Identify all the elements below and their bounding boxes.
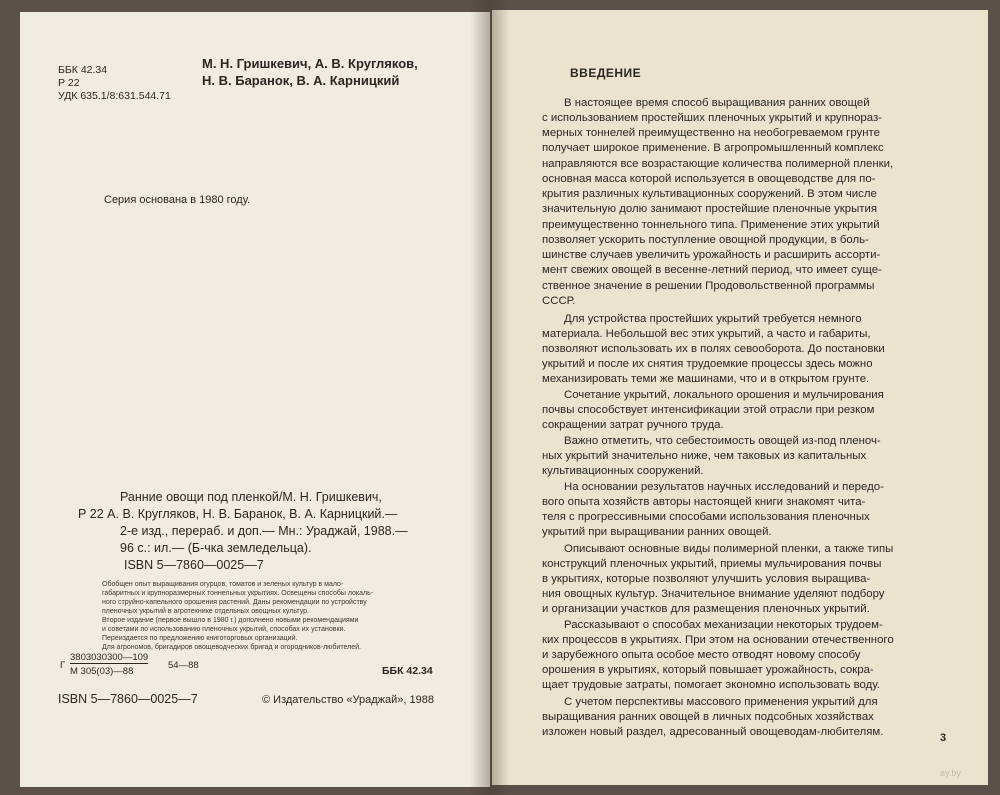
text-line-36: ких процессов в укрытиях. При этом на основании отечественного <box>542 634 894 646</box>
text-line-13: ственное значение в решении Продовольственной программы <box>542 280 875 292</box>
isbn-bottom: ISBN 5—7860—0025—7 <box>58 692 198 706</box>
text-line-14: СССР. <box>542 295 576 307</box>
text-line-28: теля с прогрессивными способами использования пленочных <box>542 511 870 523</box>
text-line-37: и зарубежного опыта особое место отводят новому способу <box>542 649 861 661</box>
annotation-line-3: ного струйно-капельного орошения растений. Даны рекомендации по устройству <box>102 599 367 606</box>
text-line-29: укрытий при выращивании ранних овощей. <box>542 526 772 538</box>
text-line-19: механизировать теми же машинами, что и в открытом грунте. <box>542 373 870 385</box>
bbk-code: ББК 42.34 <box>58 64 108 76</box>
text-line-21: почвы способствует интенсификации этой отрасли при резком <box>542 404 875 416</box>
text-line-3: мерных тоннелей преимущественно на необогреваемом грунте <box>542 127 880 139</box>
text-line-18: укрытий и после их снятия трудоемкие процессы здесь можно <box>542 358 873 370</box>
text-line-15: Для устройства простейших укрытий требуется немного <box>564 313 862 325</box>
annotation-line-2: габаритных и крупноразмерных тоннельных укрытиях. Освещены способы локаль- <box>102 590 374 597</box>
right-page <box>492 10 988 785</box>
text-line-1: В настоящее время способ выращивания ранних овощей <box>564 97 870 109</box>
biblio-isbn: ISBN 5—7860—0025—7 <box>124 558 264 572</box>
annotation-line-8: Для агрономов, бригадиров овощеводческих бригад и огородников-любителей. <box>102 644 361 651</box>
text-line-42: изложен новый раздел, адресованный овощеводам-любителям. <box>542 726 884 738</box>
text-line-20: Сочетание укрытий, локального орошения и мульчирования <box>564 389 884 401</box>
text-line-33: ния овощных культур. Значительное внимание уделяют подбору <box>542 588 885 600</box>
text-line-30: Описывают основные виды полимерной пленки, а также типы <box>564 543 894 555</box>
book-spine-shadow <box>470 0 510 795</box>
text-line-5: направляются все возрастающие количества полимерной пленки, <box>542 158 894 170</box>
text-line-39: щает трудовые затраты, помогает экономно использовать воду. <box>542 679 880 691</box>
stock-g: Г <box>60 660 66 671</box>
text-line-11: шинстве случаев увеличить урожайность и расширить ассорти- <box>542 249 881 261</box>
udk-code: УДК 635.1/8:631.544.71 <box>58 90 171 102</box>
text-line-25: культивационных сооружений. <box>542 465 704 477</box>
text-line-41: выращивания ранних овощей в личных подсобных хозяйствах <box>542 711 874 723</box>
text-line-23: Важно отметить, что себестоимость овощей из-под пленоч- <box>564 435 881 447</box>
text-line-6: основная масса которой используется в овощеводстве для по- <box>542 173 876 185</box>
biblio-line-4: 96 с.: ил.— (Б-чка земледельца). <box>120 541 312 555</box>
text-line-38: орошения в укрытиях, который повышает урожайность, сокра- <box>542 664 874 676</box>
r-code: Р 22 <box>58 77 80 89</box>
authors-line-1: М. Н. Гришкевич, А. В. Кругляков, <box>202 56 418 71</box>
biblio-line-3: 2-е изд., перераб. и доп.— Мн.: Ураджай, 1988.— <box>120 524 408 538</box>
text-line-12: мент свежих овощей в весенне-летний период, что имеет суще- <box>542 264 882 276</box>
text-line-2: с использованием простейших пленочных укрытий и крупнораз- <box>542 112 882 124</box>
text-line-34: и организации участков для размещения пленочных укрытий. <box>542 603 870 615</box>
text-line-24: ных укрытий значительно ниже, чем таковых из капитальных <box>542 450 867 462</box>
text-line-17: позволяют использовать их в полях севооборота. До постановки <box>542 343 885 355</box>
bbk-bottom: ББК 42.34 <box>382 665 433 677</box>
text-line-7: крытия различных культивационных сооружений. В этом числе <box>542 188 877 200</box>
annotation-line-1: Обобщен опыт выращивания огурцов, томатов и зеленых культур в мало- <box>102 581 344 588</box>
text-line-32: в укрытиях, которые позволяют улучшить условия выращива- <box>542 573 871 585</box>
text-line-22: сокращении затрат ручного труда. <box>542 419 724 431</box>
text-line-8: значительную долю занимают простейшие пленочные укрытия <box>542 203 878 215</box>
annotation-line-5: Второе издание (первое вышло в 1980 г.) дополнено новыми рекомендациями <box>102 617 359 624</box>
text-line-16: материала. Небольшой вес этих укрытий, а часто и габариты, <box>542 328 871 340</box>
watermark: ay.by <box>940 768 961 778</box>
biblio-line-2: Р 22 А. В. Кругляков, Н. В. Баранок, В. А. Карницкий.— <box>78 507 398 521</box>
series-note: Серия основана в 1980 году. <box>104 194 251 206</box>
authors-line-2: Н. В. Баранок, В. А. Карницкий <box>202 73 400 88</box>
page-number: 3 <box>940 732 947 744</box>
biblio-line-1: Ранние овощи под пленкой/М. Н. Гришкевич, <box>120 490 382 504</box>
text-line-35: Рассказывают о способах механизации некоторых трудоем- <box>564 619 883 631</box>
stock-numerator: 3803030300—109 <box>70 652 149 663</box>
section-heading: ВВЕДЕНИЕ <box>570 66 642 80</box>
text-line-26: На основании результатов научных исследований и передо- <box>564 481 884 493</box>
annotation-line-7: Переиздается по предложению книготорговых организаций. <box>102 635 298 642</box>
text-line-31: конструкций пленочных укрытий, приемы мульчирования почвы <box>542 558 882 570</box>
stock-suffix: 54—88 <box>168 660 199 671</box>
left-page <box>20 12 490 787</box>
text-line-9: преимущественно тоннельного типа. Применение этих укрытий <box>542 219 880 231</box>
publisher-copyright: © Издательство «Ураджай», 1988 <box>262 694 434 706</box>
annotation-line-4: пленочных укрытий в агротехнике отдельных овощных культур. <box>102 608 309 615</box>
text-line-4: получает широкое применение. В агропромышленный комплекс <box>542 142 884 154</box>
annotation-line-6: и советами по использованию пленочных укрытий, способах их установки. <box>102 626 346 633</box>
stock-denominator: М 305(03)—88 <box>70 666 134 677</box>
text-line-10: позволяет ускорить поступление овощной продукции, в боль- <box>542 234 869 246</box>
text-line-27: вого опыта хозяйств авторы настоящей книги знакомят чита- <box>542 496 866 508</box>
text-line-40: С учетом перспективы массового применения укрытий для <box>564 696 878 708</box>
